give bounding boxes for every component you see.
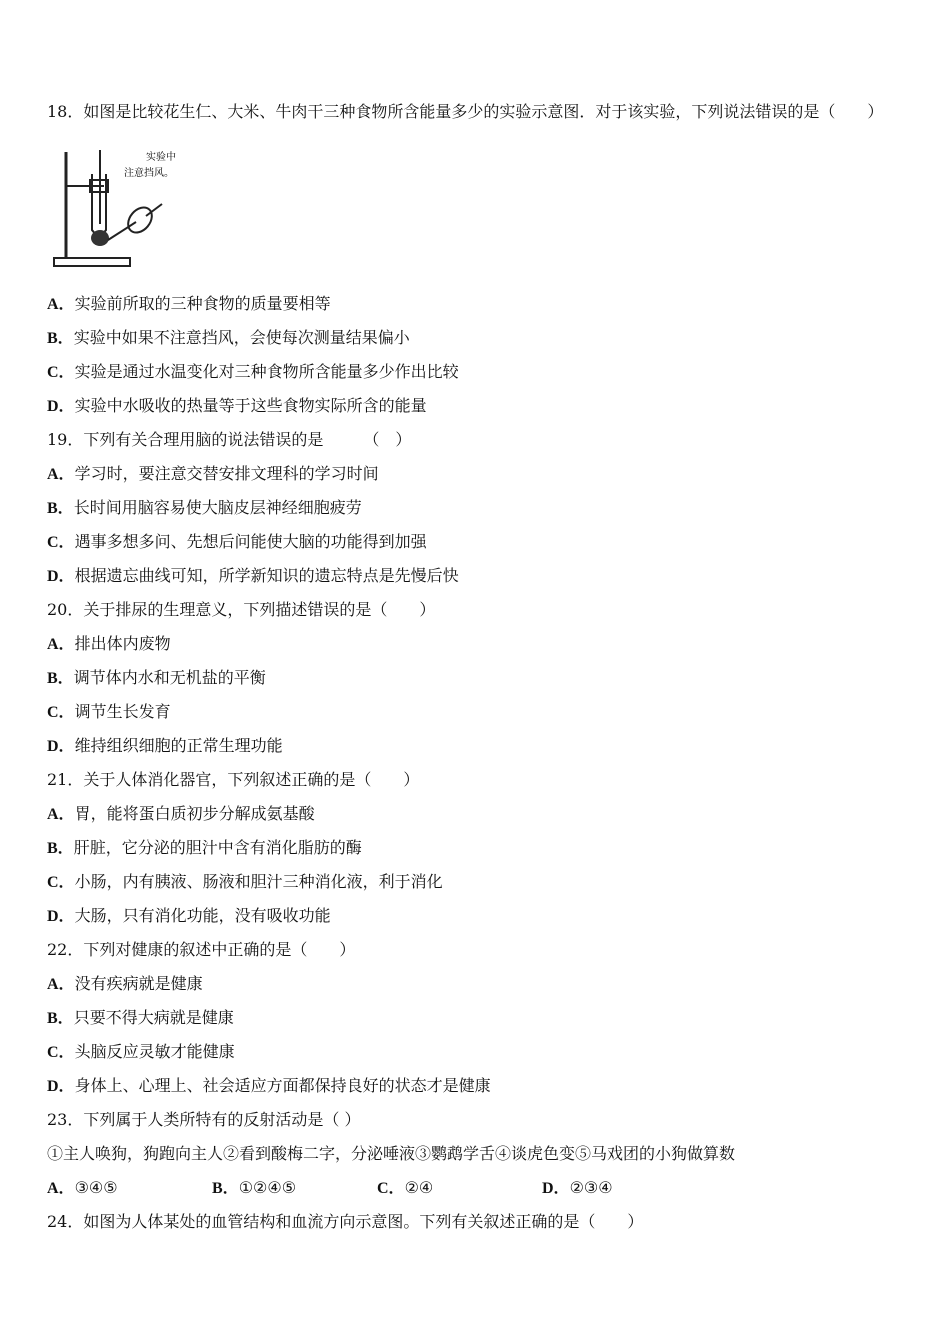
q23-option-d: D．②③④ [542, 1178, 613, 1197]
q23-option-b: B．①②④⑤ [212, 1178, 297, 1197]
q23-option-a: A．③④⑤ [47, 1178, 118, 1197]
q24-stem: 24．如图为人体某处的血管结构和血流方向示意图。下列有关叙述正确的是（ ） [47, 1212, 644, 1231]
q22-option-d: D．身体上、心理上、社会适应方面都保持良好的状态才是健康 [47, 1076, 491, 1095]
q19-option-a: A．学习时，要注意交替安排文理科的学习时间 [47, 464, 379, 483]
q19-option-d: D．根据遗忘曲线可知，所学新知识的遗忘特点是先慢后快 [47, 566, 459, 585]
q20-stem: 20．关于排尿的生理意义，下列描述错误的是（ ） [47, 600, 436, 619]
q23-stem: 23．下列属于人类所特有的反射活动是（ ） [47, 1110, 361, 1129]
q23-items: ①主人唤狗，狗跑向主人②看到酸梅二字，分泌唾液③鹦鹉学舌④谈虎色变⑤马戏团的小狗做算数 [47, 1144, 736, 1163]
q18-stem: 18．如图是比较花生仁、大米、牛肉干三种食物所含能量多少的实验示意图．对于该实验，下列说法错误的是（ ） [47, 102, 884, 121]
q18-option-a: A．实验前所取的三种食物的质量要相等 [47, 294, 331, 313]
q19-option-c: C．遇事多想多问、先想后问能使大脑的功能得到加强 [47, 532, 427, 551]
cork-handle [123, 203, 156, 237]
q22-option-b: B．只要不得大病就是健康 [47, 1008, 234, 1027]
q23-options-row [47, 1178, 747, 1198]
q22-stem: 22．下列对健康的叙述中正确的是（ ） [47, 940, 356, 959]
q19-option-b: B．长时间用脑容易使大脑皮层神经细胞疲劳 [47, 498, 362, 517]
figure-label-2: 注意挡风。 [124, 168, 174, 179]
experiment-figure [50, 146, 200, 274]
q19-stem: 19．下列有关合理用脑的说法错误的是 （ ） [47, 430, 412, 449]
q21-option-c: C．小肠，内有胰液、肠液和胆汁三种消化液，利于消化 [47, 872, 443, 891]
q21-stem: 21．关于人体消化器官，下列叙述正确的是（ ） [47, 770, 420, 789]
q21-option-b: B．肝脏，它分泌的胆汁中含有消化脂肪的酶 [47, 838, 362, 857]
q22-option-c: C．头脑反应灵敏才能健康 [47, 1042, 235, 1061]
q22-option-a: A．没有疾病就是健康 [47, 974, 203, 993]
q21-option-d: D．大肠，只有消化功能，没有吸收功能 [47, 906, 331, 925]
q18-option-b: B．实验中如果不注意挡风，会使每次测量结果偏小 [47, 328, 410, 347]
q21-option-a: A．胃，能将蛋白质初步分解成氨基酸 [47, 804, 315, 823]
q18-option-d: D．实验中水吸收的热量等于这些食物实际所含的能量 [47, 396, 427, 415]
q20-option-b: B．调节体内水和无机盐的平衡 [47, 668, 266, 687]
stand-base [54, 258, 130, 266]
burning-food [91, 230, 109, 246]
q18-option-c: C．实验是通过水温变化对三种食物所含能量多少作出比较 [47, 362, 459, 381]
q23-option-c: C．②④ [377, 1178, 434, 1197]
q20-option-c: C．调节生长发育 [47, 702, 171, 721]
q20-option-d: D．维持组织细胞的正常生理功能 [47, 736, 283, 755]
figure-label-1: 实验中 [146, 152, 176, 163]
q20-option-a: A．排出体内废物 [47, 634, 171, 653]
